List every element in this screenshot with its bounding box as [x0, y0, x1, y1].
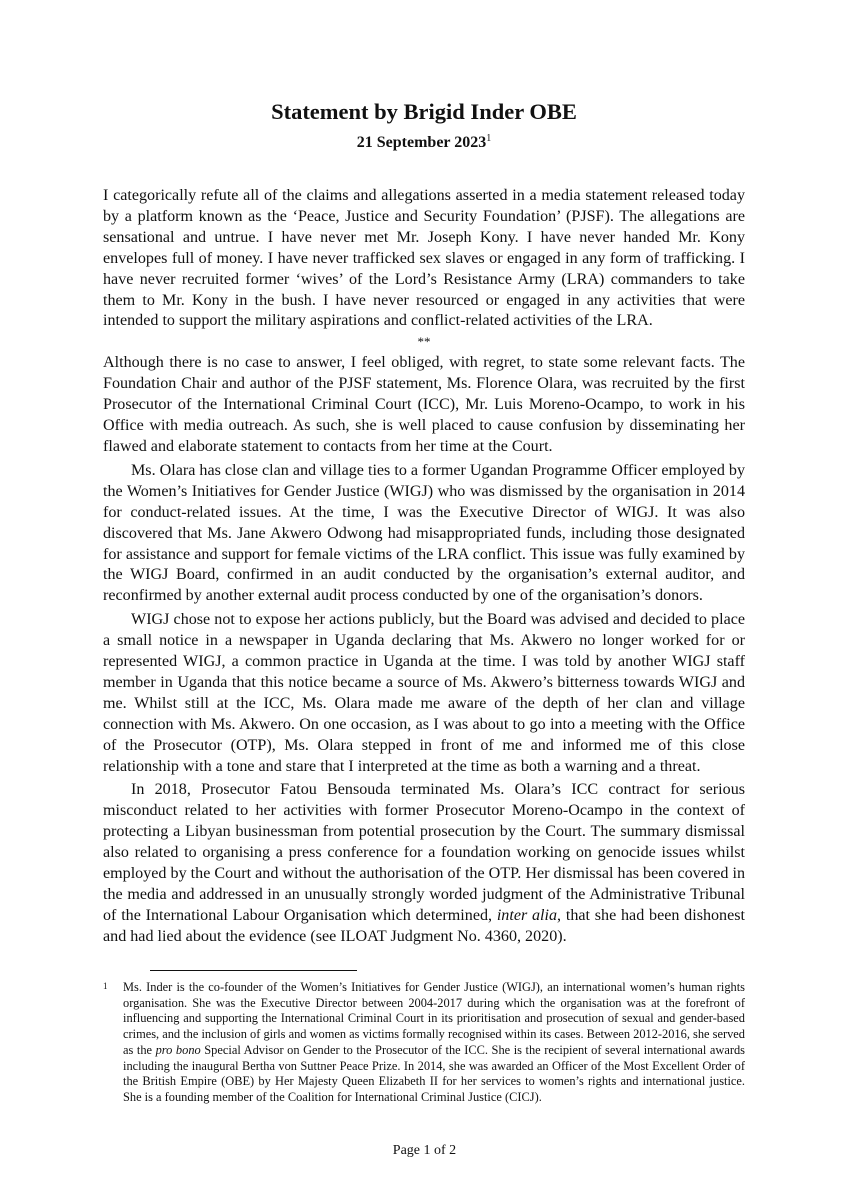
dismissal-text-start: In 2018, Prosecutor Fatou Bensouda terminated Ms. Olara’s ICC contract for serious misconduct related to her activities with former Prosecutor Moreno-Ocampo in the context of protecting a Libyan businessman from potential prosecution by the Court. The summary dismissal also related to organising a press conference for a foundation working on genocide issues whilst employed by the Court and without the authorisation of the OTP. Her dismissal has been covered in the media and addressed in an unusually strongly worded judgment of the Administrative Tribunal of the International Labour Organisation which determined,: [103, 781, 745, 924]
footnote-reference: 1: [486, 133, 492, 144]
paragraph-relevant-facts: Although there is no case to answer, I feel obliged, with regret, to state some relevant facts. The Foundation Chair and author of the PJSF statement, Ms. Florence Olara, was recruited by the first Prosecutor of the International Criminal Court (ICC), Mr. Luis Moreno-Ocampo, to work in his Office with media outreach. As such, she is well placed to cause confusion by disseminating her flawed and elaborate statement to contacts from her time at the Court.: [103, 354, 745, 455]
footnote-italic-term: pro bono: [155, 1042, 201, 1057]
paragraph-refutation: I categorically refute all of the claims and allegations asserted in a media statement released today by a platform known as the ‘Peace, Justice and Security Foundation’ (PJSF). The allegations are sensational and untrue. I have never met Mr. Joseph Kony. I have never handed Mr. Kony envelopes full of money. I have never trafficked sex slaves or engaged in any form of trafficking. I have never recruited former ‘wives’ of the Lord’s Resistance Army (LRA) commanders to take them to Mr. Kony in the bush. I have never resourced or engaged in any activities that were intended to support the military aspirations and conflict-related activities of the LRA.: [103, 187, 745, 330]
footnote-text-end: Special Advisor on Gender to the Prosecutor of the ICC. She is the recipient of several international awards including the inaugural Bertha von Suttner Peace Prize. In 2014, she was awarded an Officer of the Most Excellent Order of the British Empire (OBE) by Her Majesty Queen Elizabeth II for her services to women’s rights and international justice. She is a founding member of the Coalition for International Criminal Justice (CICJ).: [123, 1042, 745, 1104]
document-title: Statement by Brigid Inder OBE: [271, 99, 577, 124]
footnote: [103, 980, 745, 1106]
statement-body: [103, 186, 745, 948]
section-separator: **: [417, 334, 431, 350]
paragraph-dismissal: [103, 780, 745, 947]
footnote-text: [123, 980, 745, 1106]
statement-page: [103, 98, 745, 951]
footnote-text-start: Ms. Inder is the co-founder of the Women’s Initiatives for Gender Justice (WIGJ), an international women’s human rights organisation. She was the Executive Director between 2004-2017 during which the organisation was at the forefront of influencing and supporting the International Criminal Court in its prioritisation and prosecution of sexual and gender-based crimes, and the inclusion of girls and women as victims formally recognised within its cases. Between 2012-2016, she served as the: [123, 980, 745, 1057]
dismissal-italic-term: inter alia: [496, 906, 558, 924]
page-number: Page 1 of 2: [392, 1143, 457, 1158]
footnote-divider: [150, 970, 357, 971]
footnote-number: 1: [103, 981, 108, 991]
paragraph-newspaper-notice: WIGJ chose not to expose her actions publicly, but the Board was advised and decided to place a small notice in a newspaper in Uganda declaring that Ms. Akwero no longer worked for or represented WIGJ, a common practice in Uganda at the time. I was told by another WIGJ staff member in Uganda that this notice became a source of Ms. Akwero’s bitterness towards WIGJ and me. Whilst still at the ICC, Ms. Olara made me aware of the depth of her clan and village connection with Ms. Akwero. On one occasion, as I was about to go into a meeting with the Office of the Prosecutor (OTP), Ms. Olara stepped in front of me and informed me of this close relationship with a tone and stare that I interpreted at the time as both a warning and a threat.: [103, 611, 745, 775]
paragraph-clan-ties: Ms. Olara has close clan and village ties to a former Ugandan Programme Officer employed by the Women’s Initiatives for Gender Justice (WIGJ) who was dismissed by the organisation in 2014 for conduct-related issues. At the time, I was the Executive Director of WIGJ. It was also discovered that Ms. Jane Akwero Odwong had misappropriated funds, including those designated for assistance and support for female victims of the LRA conflict. This issue was fully examined by the WIGJ Board, confirmed in an audit conducted by the organisation’s external auditor, and reconfirmed by another external audit process conducted by one of the organisation’s donors.: [103, 461, 745, 605]
document-date: [103, 128, 745, 154]
dismissal-text-end: , that she had been dishonest and had lied about the evidence (see ILOAT Judgment No. 4360, 2020).: [103, 906, 745, 945]
date-text: 21 September 2023: [356, 134, 487, 151]
